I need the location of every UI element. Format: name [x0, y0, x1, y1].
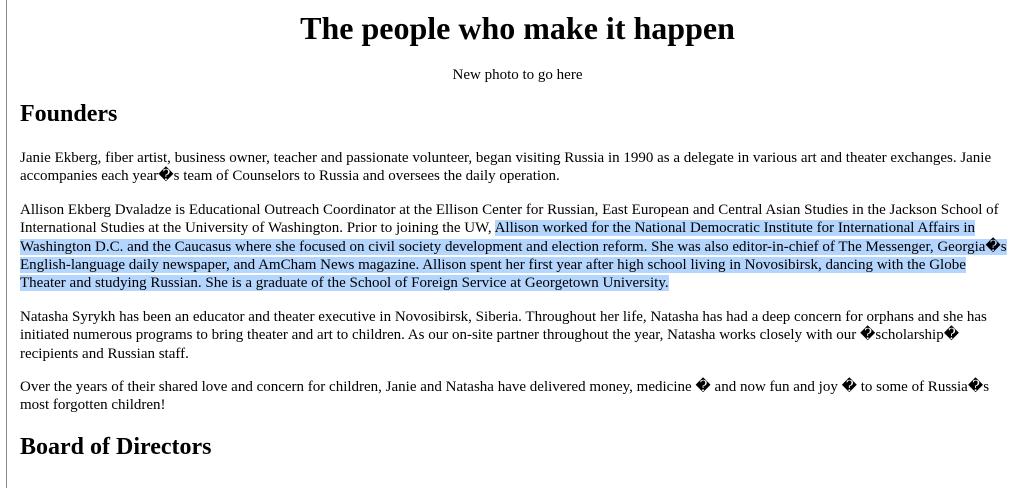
page-title: The people who make it happen [300, 10, 735, 46]
page-left-border [6, 0, 7, 488]
founder-allison-paragraph [20, 201, 1015, 293]
founders-summary-paragraph: Over the years of their shared love and concern for children, Janie and Natasha have delivered money, medicine � and now fun and joy � to some of Russia�s most forgotten children! [20, 379, 990, 414]
board-of-directors-heading: Board of Directors [20, 433, 212, 460]
founder-janie-paragraph: Janie Ekberg, fiber artist, business owner, teacher and passionate volunteer, began visiting Russia in 1990 as a delegate in various art and theater exchanges. Janie accompanies each year�s team of Counselors to Russia and oversees the daily operation. [20, 150, 992, 185]
page-content [20, 0, 1015, 462]
founder-natasha-paragraph: Natasha Syrykh has been an educator and theater executive in Novosibirsk, Siberia. Throughout her life, Natasha has had a deep concern for orphans and she has initiated numerous programs to bring theater and art to children. As our on-site partner throughout the year, Natasha works closely with our �scholarship� recipients and Russian staff. [20, 308, 987, 362]
founders-heading: Founders [20, 101, 118, 127]
allison-paragraph-unselected-text: Allison Ekberg Dvaladze is Educational Outreach Coordinator at the Ellison Center for Russian, East European and Central Asian Studies in the Jackson School of International Studies at the University of Washington. Prior to joining the UW, [20, 201, 999, 237]
photo-placeholder-note: New photo to go here [452, 67, 583, 83]
selected-text-highlight[interactable]: Allison worked for the National Democratic Institute for International Affairs in Washington D.C. and the Caucasus where she focused on civil society development and election reform. She was also editor-in-chief of The Messenger, Georgia�s English-language daily newspaper, and AmCham News magazine. Allison spent her first year after high school living in Novosibirsk, dancing with the Globe Theater and studying Russian. She is a graduate of the School of Foreign Service at Georgetown University. [20, 220, 1007, 292]
